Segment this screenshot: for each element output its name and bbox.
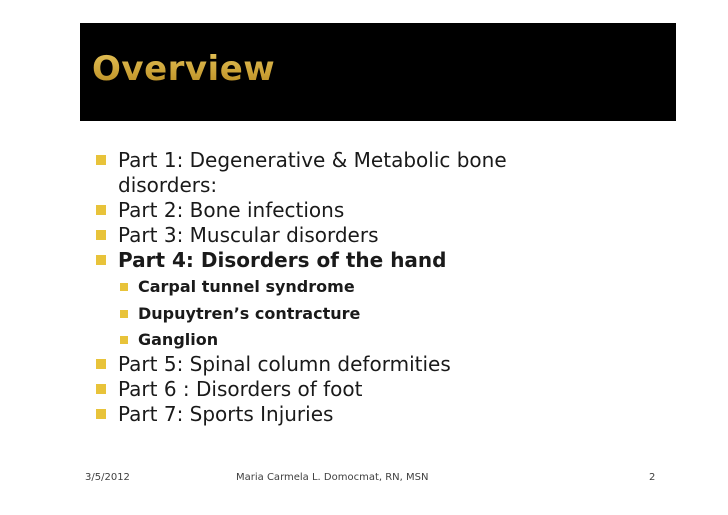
bullet-part-1-line1: Part 1: Degenerative & Metabolic bone [118,148,507,172]
bullet-list [96,148,576,427]
footer-page-number: 2 [649,472,656,483]
slide-title: Overview [92,49,276,89]
square-bullet-icon [96,230,106,240]
bullet-part-2-text: Part 2: Bone infections [118,198,345,222]
bullet-part-4-text: Part 4: Disorders of the hand [118,248,447,272]
square-bullet-icon [96,205,106,215]
bullet-part-1-line2: disorders: [118,173,218,197]
bullet-part-3-text: Part 3: Muscular disorders [118,223,379,247]
sub-bullet-text: Dupuytren’s contracture [138,304,361,323]
bullet-part-6-text: Part 6 : Disorders of foot [118,377,363,401]
square-bullet-icon [96,155,106,165]
square-bullet-icon [120,336,128,344]
bullet-part-7 [96,402,576,427]
square-bullet-icon [96,409,106,419]
footer-author: Maria Carmela L. Domocmat, RN, MSN [236,472,429,483]
sub-bullet-ganglion [96,327,576,352]
title-bar [80,23,676,121]
bullet-part-7-text: Part 7: Sports Injuries [118,402,334,426]
bullet-part-4 [96,248,576,273]
square-bullet-icon [120,310,128,318]
sub-bullet-carpal-tunnel [96,273,576,300]
sub-bullet-text: Carpal tunnel syndrome [138,277,355,296]
sub-bullet-dupuytren [96,300,576,327]
square-bullet-icon [96,384,106,394]
square-bullet-icon [96,359,106,369]
sub-bullet-text: Ganglion [138,330,219,349]
bullet-part-2 [96,198,576,223]
square-bullet-icon [96,255,106,265]
bullet-part-5-text: Part 5: Spinal column deformities [118,352,451,376]
bullet-part-6 [96,377,576,402]
bullet-part-1 [96,148,576,198]
footer-date: 3/5/2012 [85,472,130,483]
bullet-part-5 [96,352,576,377]
square-bullet-icon [120,283,128,291]
bullet-part-3 [96,223,576,248]
